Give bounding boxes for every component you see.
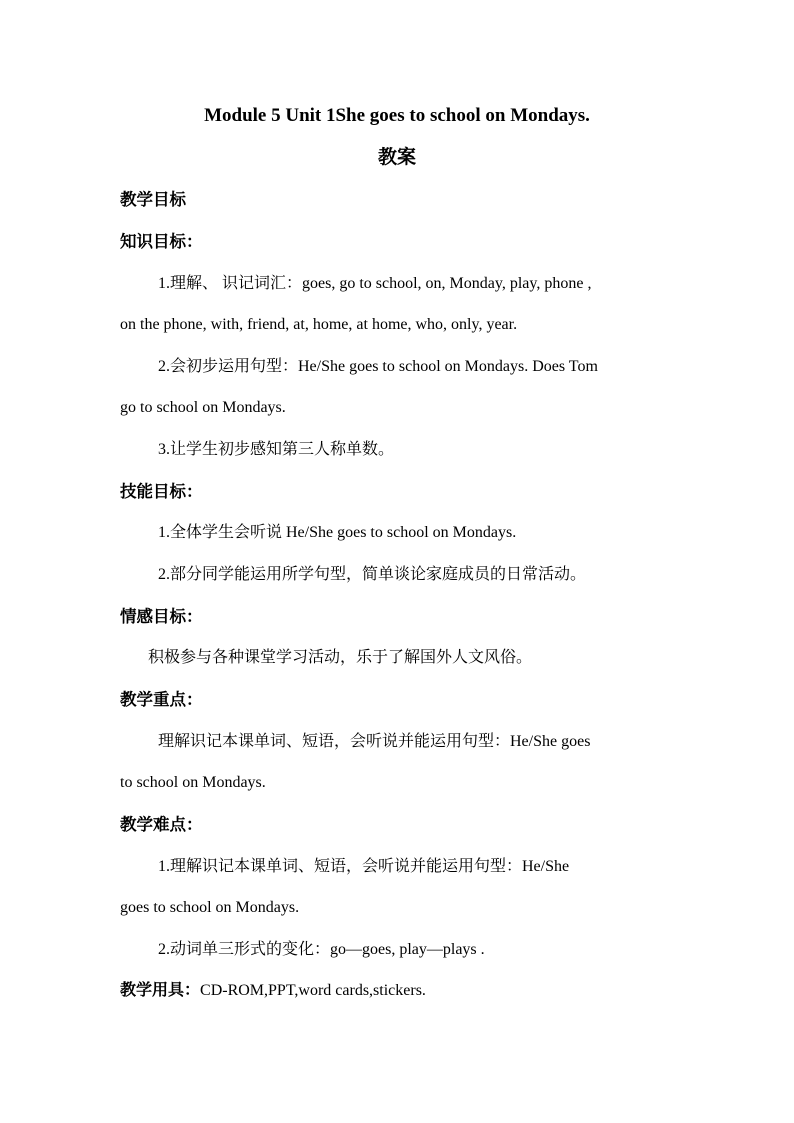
skill-goals-heading: 技能目标： bbox=[120, 482, 203, 501]
teaching-tools-label: 教学用具： bbox=[120, 982, 201, 999]
knowledge-goals-heading: 知识目标： bbox=[120, 232, 203, 251]
emotion-item-1: 积极参与各种课堂学习活动，乐于了解国外人文风俗。 bbox=[148, 649, 533, 666]
key-points-line-2: to school on Mondays. bbox=[120, 774, 266, 791]
teaching-tools-value: CD-ROM,PPT,word cards,stickers. bbox=[200, 982, 426, 999]
knowledge-item-2-line-2: go to school on Mondays. bbox=[120, 399, 286, 416]
difficulties-item-1-line-2: goes to school on Mondays. bbox=[120, 899, 300, 916]
document-subtitle: 教案 bbox=[377, 147, 416, 168]
skill-item-1: 1.全体学生会听说 He/She goes to school on Mondays. bbox=[158, 524, 517, 541]
difficulties-item-2: 2.动词单三形式的变化：go—goes, play—plays . bbox=[158, 941, 485, 958]
section-heading-teaching-goals: 教学目标 bbox=[120, 190, 186, 209]
knowledge-item-1-line-2: on the phone, with, friend, at, home, at home, who, only, year. bbox=[120, 316, 518, 333]
knowledge-item-3: 3.让学生初步感知第三人称单数。 bbox=[158, 441, 395, 458]
document-title: Module 5 Unit 1She goes to school on Mondays. bbox=[204, 105, 590, 126]
difficulties-item-1-line-1: 1.理解识记本课单词、短语，会听说并能运用句型：He/She bbox=[158, 858, 570, 875]
teaching-tools-line bbox=[0, 981, 794, 1001]
skill-item-2: 2.部分同学能运用所学句型，简单谈论家庭成员的日常活动。 bbox=[158, 566, 587, 583]
key-points-heading: 教学重点： bbox=[120, 690, 203, 709]
key-points-line-1: 理解识记本课单词、短语，会听说并能运用句型：He/She goes bbox=[158, 733, 591, 750]
emotion-goals-heading: 情感目标： bbox=[120, 607, 203, 626]
knowledge-item-2-line-1: 2.会初步运用句型：He/She goes to school on Mondays. Does Tom bbox=[158, 358, 598, 375]
difficulties-heading: 教学难点： bbox=[120, 815, 203, 834]
knowledge-item-1-line-1: 1.理解、 识记词汇：goes, go to school, on, Monday, play, phone , bbox=[158, 275, 592, 292]
